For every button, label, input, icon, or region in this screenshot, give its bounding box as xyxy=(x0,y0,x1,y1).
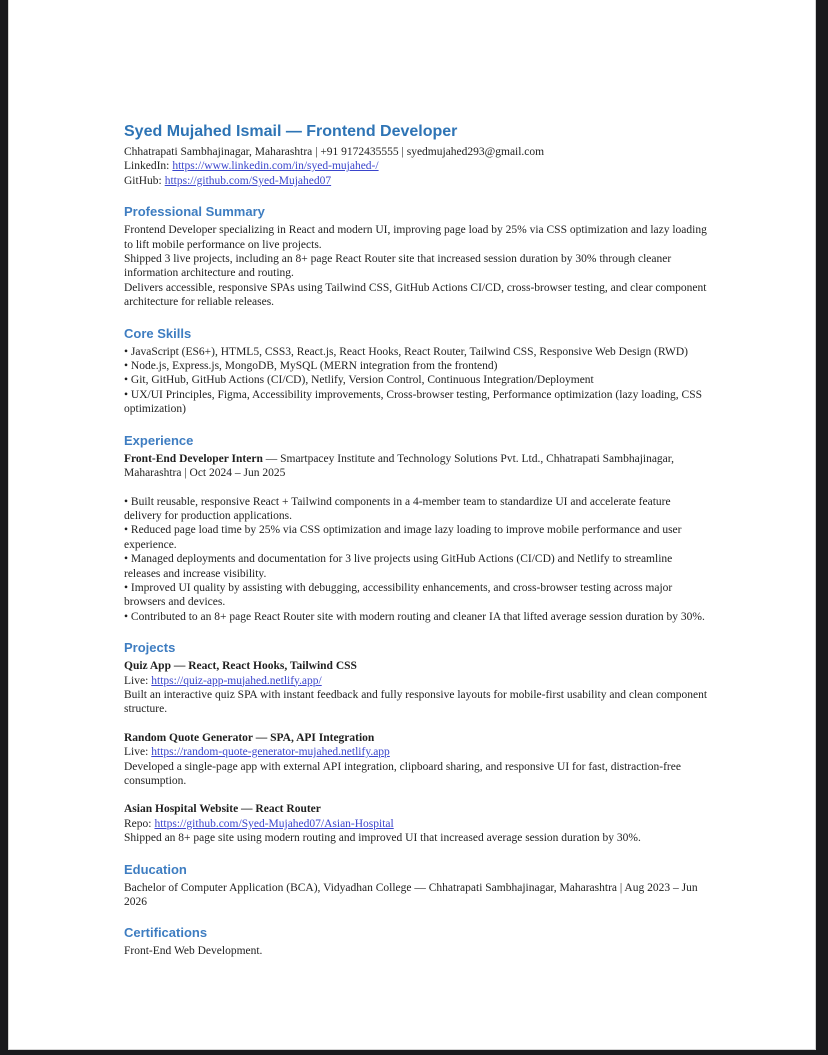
project-item xyxy=(124,731,710,789)
linkedin-link[interactable]: https://www.linkedin.com/in/syed-mujahed-/ xyxy=(172,160,379,173)
project-link-label: Live: xyxy=(124,746,149,759)
project-title: Random Quote Generator — SPA, API Integration xyxy=(124,731,375,744)
project-description: Built an interactive quiz SPA with instant feedback and fully responsive layouts for mobile-first usability and clean component structure. xyxy=(124,688,708,716)
experience-role-line xyxy=(124,452,710,481)
linkedin-line xyxy=(124,159,710,173)
education-text: Bachelor of Computer Application (BCA), Vidyadhan College — Chhatrapati Sambhajinagar, Maharashtra | Aug 2023 – Jun 2026 xyxy=(124,881,698,909)
certifications-text: Front-End Web Development. xyxy=(124,945,263,958)
skill-bullet: • Git, GitHub, GitHub Actions (CI/CD), Netlify, Version Control, Continuous Integration/Deployment xyxy=(124,374,594,387)
project-title: Asian Hospital Website — React Router xyxy=(124,803,321,816)
project-link-line xyxy=(124,674,710,688)
project-repo-link[interactable]: https://github.com/Syed-Mujahed07/Asian-Hospital xyxy=(154,817,394,830)
experience-bullet: • Managed deployments and documentation for 3 live projects using GitHub Actions (CI/CD) and Netlify to streamline releases and increase visibility. xyxy=(124,553,673,580)
project-item xyxy=(124,802,710,845)
section-heading-projects: Projects xyxy=(124,640,176,656)
section-heading-professional-summary: Professional Summary xyxy=(124,204,265,220)
experience-bullet: • Improved UI quality by assisting with debugging, accessibility enhancements, and cross-browser testing across major browsers and devices. xyxy=(124,581,673,609)
summary-paragraph: Delivers accessible, responsive SPAs using Tailwind CSS, GitHub Actions CI/CD, cross-browser testing, and clear component architecture for reliable releases. xyxy=(124,281,707,309)
project-link-line xyxy=(124,745,710,759)
experience-bullet: • Built reusable, responsive React + Tailwind components in a 4-member team to standardize UI and accelerate feature delivery for production applications. xyxy=(124,495,671,522)
experience-role-title: Front-End Developer Intern xyxy=(124,452,263,465)
summary-paragraph: Shipped 3 live projects, including an 8+ page React Router site that increased session duration by 30% through cleaner information architecture and routing. xyxy=(124,253,672,280)
page-title: Syed Mujahed Ismail — Frontend Developer xyxy=(124,123,458,140)
document-page xyxy=(8,0,816,1050)
project-live-link[interactable]: https://random-quote-generator-mujahed.netlify.app xyxy=(151,746,390,759)
experience-role-details: — Smartpacey Institute and Technology Solutions Pvt. Ltd., Chhatrapati Sambhajinagar, Maharashtra | Oct 2024 – Jun 2025 xyxy=(124,452,675,480)
linkedin-label: LinkedIn: xyxy=(124,160,170,173)
github-line xyxy=(124,174,710,188)
project-description: Shipped an 8+ page site using modern routing and improved UI that increased average session duration by 30%. xyxy=(124,832,641,845)
skill-bullet: • UX/UI Principles, Figma, Accessibility improvements, Cross-browser testing, Performance optimization (lazy loading, CSS optimization) xyxy=(124,388,702,416)
project-link-label: Live: xyxy=(124,674,149,687)
section-heading-experience: Experience xyxy=(124,432,194,448)
github-label: GitHub: xyxy=(124,174,162,187)
section-heading-core-skills: Core Skills xyxy=(124,325,192,341)
section-heading-education: Education xyxy=(124,861,187,877)
blank-line xyxy=(124,481,710,495)
summary-paragraph: Frontend Developer specializing in React and modern UI, improving page load by 25% via CSS optimization and lazy loading to lift mobile performance on live projects. xyxy=(124,224,707,251)
project-description: Developed a single-page app with external API integration, clipboard sharing, and responsive UI for fast, distraction-free consumption. xyxy=(124,760,681,787)
project-link-label: Repo: xyxy=(124,817,152,830)
section-heading-certifications: Certifications xyxy=(124,925,208,941)
resume-content xyxy=(9,0,710,959)
experience-bullet: • Contributed to an 8+ page React Router site with modern routing and cleaner IA that lifted average session duration by 30%. xyxy=(124,610,705,623)
project-live-link[interactable]: https://quiz-app-mujahed.netlify.app/ xyxy=(151,674,322,687)
project-title: Quiz App — React, React Hooks, Tailwind CSS xyxy=(124,660,357,673)
skill-bullet: • Node.js, Express.js, MongoDB, MySQL (MERN integration from the frontend) xyxy=(124,360,498,373)
project-link-line xyxy=(124,817,710,831)
project-item xyxy=(124,659,710,717)
skill-bullet: • JavaScript (ES6+), HTML5, CSS3, React.js, React Hooks, React Router, Tailwind CSS, Responsive Web Design (RWD) xyxy=(124,345,688,358)
contact-line: Chhatrapati Sambhajinagar, Maharashtra | +91 9172435555 | syedmujahed293@gmail.com xyxy=(124,146,545,158)
github-link[interactable]: https://github.com/Syed-Mujahed07 xyxy=(164,174,332,187)
experience-bullet: • Reduced page load time by 25% via CSS optimization and image lazy loading to improve mobile performance and user experience. xyxy=(124,524,682,551)
